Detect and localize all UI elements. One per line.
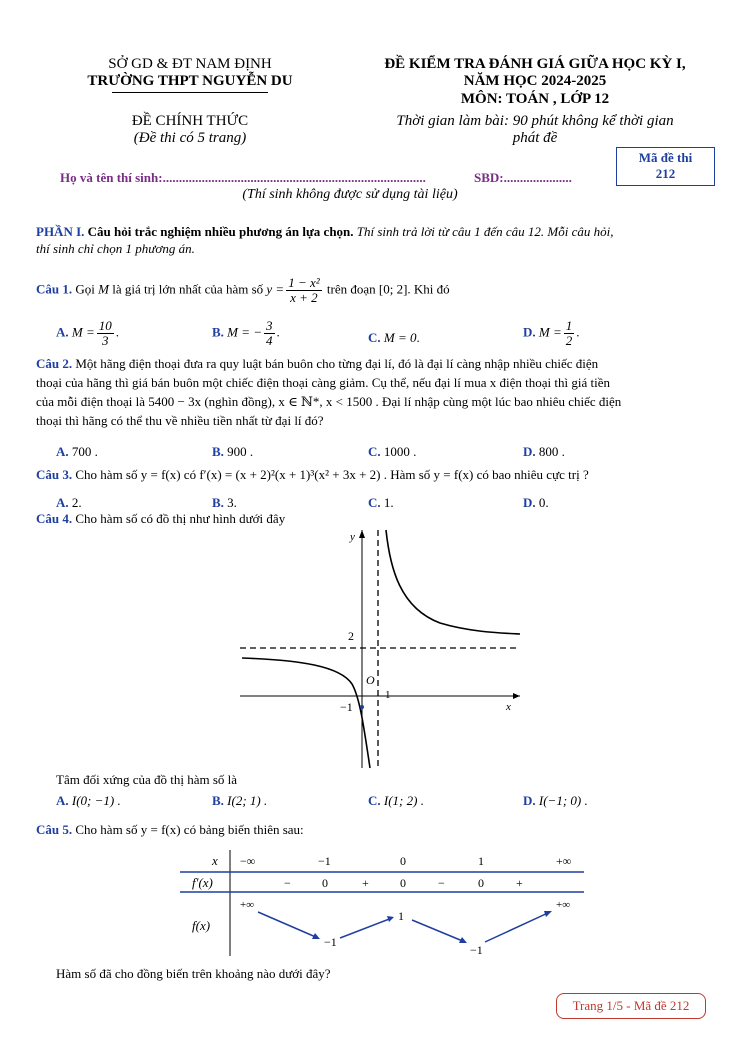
sign: 0: [478, 876, 484, 890]
increase-arrow: [485, 912, 550, 942]
exam-title: ĐỀ KIỂM TRA ĐÁNH GIÁ GIỮA HỌC KỲ I,: [384, 56, 686, 72]
x-val: +∞: [556, 854, 572, 868]
f-val: +∞: [240, 899, 255, 911]
exam-subject: MÔN: TOÁN , LỚP 12: [460, 91, 610, 107]
part1-title-bold: Câu hỏi trắc nghiệm nhiều phương án lựa chọn.: [84, 224, 354, 239]
option-label: A.: [56, 793, 69, 808]
exam-code-value: 212: [655, 166, 676, 181]
q1-option-c[interactable]: [368, 330, 420, 346]
increase-arrow: [340, 918, 392, 938]
decrease-arrow: [258, 912, 318, 938]
y-intercept-point: [360, 705, 364, 709]
q2-line-3: của mỗi điện thoại là 5400 − 3x (nghìn đồng), x ∈ ℕ*, x < 1500 . Đại lí nhập cùng một lúc bao nhiêu chiếc điện: [36, 394, 622, 409]
option-fraction: [564, 319, 575, 348]
x-axis-label: x: [506, 701, 511, 713]
q3-option-c[interactable]: [368, 495, 394, 511]
q4-question: Tâm đối xứng của đồ thị hàm số là: [56, 772, 238, 787]
option-label: C.: [368, 330, 381, 345]
option-label: B.: [212, 495, 224, 510]
sign: 0: [322, 876, 328, 890]
dept-name: SỞ GD & ĐT NAM ĐỊNH: [108, 56, 272, 72]
candidate-sbd-field: SBD:.....................: [474, 170, 572, 185]
option-label: D.: [523, 495, 536, 510]
q2-line-1: Một hãng điện thoại đưa ra quy luật bán buôn cho từng đại lí, đó là đại lí càng nhập nhiều chiếc điện: [72, 356, 599, 371]
header-divider: [112, 92, 268, 93]
sign: +: [362, 876, 369, 890]
option-label: B.: [212, 324, 224, 340]
q1-text-c: trên đoạn: [323, 281, 379, 297]
decrease-arrow: [412, 920, 465, 942]
tick-minus1-label: −1: [340, 700, 353, 714]
option-label: D.: [523, 324, 536, 340]
option-label: A.: [56, 495, 69, 510]
origin-label: O: [366, 673, 375, 687]
option-fraction: [264, 319, 275, 348]
f-val: −1: [470, 943, 483, 957]
x-val: −∞: [240, 854, 256, 868]
option-value: 1.: [380, 495, 394, 510]
part1-instructions-2: thí sinh chỉ chọn 1 phương án.: [36, 241, 195, 256]
q4-label: Câu 4.: [36, 511, 73, 526]
q2-option-b[interactable]: [212, 444, 253, 460]
option-label: A.: [56, 324, 69, 340]
y-axis-label: y: [350, 531, 355, 543]
f-val: −1: [324, 935, 337, 949]
q5-label: Câu 5.: [36, 822, 73, 837]
exam-time-2: phát đề: [512, 130, 558, 146]
question-3: [36, 467, 726, 483]
option-num: 10: [98, 318, 112, 333]
q4-text: Cho hàm số có đồ thị như hình dưới đây: [72, 511, 286, 526]
option-label: B.: [212, 793, 224, 808]
option-label: C.: [368, 444, 381, 459]
q1-text-b: là giá trị lớn nhất của hàm số: [108, 281, 267, 297]
tick-2-label: 2: [348, 629, 354, 643]
x-val: 1: [478, 854, 484, 868]
q1-text-a: Gọi: [72, 281, 99, 297]
option-value: M =: [71, 324, 95, 340]
option-value: 1000 .: [380, 444, 417, 459]
q4-option-b[interactable]: [212, 793, 267, 809]
option-den: 2: [565, 333, 573, 348]
f-val: 1: [398, 909, 404, 923]
tick-1-label: 1: [385, 689, 391, 701]
q2-line-4: thoại thì hãng có thể thu về nhiều tiền nhất từ đại lí đó?: [36, 413, 324, 428]
option-value: M =: [538, 324, 562, 340]
option-label: C.: [368, 495, 381, 510]
option-den: 4: [266, 333, 273, 348]
question-5: [36, 822, 304, 838]
q2-label: Câu 2.: [36, 356, 73, 371]
q4-option-a[interactable]: [56, 793, 121, 809]
sign: 0: [400, 876, 406, 890]
q5-question: Hàm số đã cho đồng biến trên khoảng nào dưới đây?: [56, 966, 331, 981]
q1-text-d: . Khi đó: [407, 281, 450, 297]
official-label: ĐỀ CHÍNH THỨC: [131, 113, 249, 129]
q2-option-a[interactable]: [56, 444, 98, 460]
pages-note: (Đề thi có 5 trang): [133, 130, 247, 146]
option-label: D.: [523, 793, 536, 808]
arrow-head: [544, 911, 552, 917]
y-axis-arrow: [359, 530, 365, 538]
exam-code-label: Mã đề thi: [638, 150, 693, 165]
q1-fx: y =: [266, 281, 285, 297]
q1-option-a[interactable]: [56, 319, 119, 348]
option-post: .: [416, 330, 420, 345]
q3-text: Cho hàm số y = f(x) có f′(x) = (x + 2)²(x + 1)³(x² + 3x + 2) . Hàm số y = f(x) có bao nhiêu cực trị ?: [72, 467, 589, 482]
option-den: 3: [102, 333, 109, 348]
sign: +: [516, 876, 523, 890]
candidate-note: (Thí sinh không được sử dụng tài liệu): [242, 187, 458, 202]
q3-option-d[interactable]: [523, 495, 549, 511]
q3-option-b[interactable]: [212, 495, 237, 511]
option-value: M = −: [227, 324, 263, 340]
row-x-label: x: [212, 853, 218, 868]
exam-code-box: [616, 147, 715, 186]
exam-year: NĂM HỌC 2024-2025: [463, 73, 607, 89]
q1-fraction: [286, 276, 321, 305]
option-value: I(2; 1) .: [223, 793, 268, 808]
option-value: 900 .: [223, 444, 254, 459]
q4-graph: [240, 528, 522, 770]
q1-option-b[interactable]: [212, 319, 280, 348]
question-1: [36, 276, 726, 305]
sign: −: [284, 876, 291, 890]
exam-time: Thời gian làm bài: 90 phút không kể thời gian: [396, 113, 674, 129]
school-name: TRƯỜNG THPT NGUYỄN DU: [87, 73, 293, 89]
option-value: 3.: [223, 495, 237, 510]
q2-line-2: thoại của hãng thì giá bán buôn một chiếc điện thoại càng giảm. Cụ thể, nếu đại lí mua x điện thoại thì giá tiền: [36, 375, 611, 390]
option-value: 700 .: [68, 444, 98, 459]
option-value: I(1; 2) .: [380, 793, 424, 808]
option-num: 1: [565, 318, 573, 333]
right-branch: [386, 530, 520, 634]
sign: −: [438, 876, 445, 890]
page-footer: Trang 1/5 - Mã đề 212: [556, 993, 706, 1019]
option-label: B.: [212, 444, 224, 459]
x-val: −1: [318, 854, 331, 868]
option-fraction: [97, 319, 114, 348]
x-val: 0: [400, 854, 406, 868]
q4-option-c[interactable]: [368, 793, 424, 809]
option-label: A.: [56, 444, 69, 459]
q1-interval: [0; 2]: [378, 281, 408, 297]
option-value: I(0; −1) .: [68, 793, 121, 808]
option-label: C.: [368, 793, 381, 808]
q4-option-d[interactable]: [523, 793, 588, 809]
q1-den: x + 2: [290, 290, 318, 305]
option-post: .: [115, 324, 119, 340]
variation-table: [180, 850, 584, 958]
option-post: .: [276, 324, 280, 340]
q1-option-d[interactable]: [523, 319, 580, 348]
q1-num: 1 − x²: [288, 275, 320, 290]
f-val: +∞: [556, 899, 571, 911]
option-label: D.: [523, 444, 536, 459]
row-f-label: f(x): [192, 918, 211, 933]
q2-option-d[interactable]: [523, 444, 565, 460]
q3-label: Câu 3.: [36, 467, 73, 482]
part1-heading: [36, 223, 716, 257]
q5-text: Cho hàm số y = f(x) có bảng biến thiên sau:: [72, 822, 304, 837]
question-4: [36, 511, 285, 527]
q1-var: M: [98, 281, 109, 297]
q2-option-c[interactable]: [368, 444, 416, 460]
part1-instructions: Thí sinh trả lời từ câu 1 đến câu 12. Mỗi câu hỏi,: [353, 224, 614, 239]
x-axis-arrow: [513, 693, 520, 699]
option-value: 2.: [68, 495, 82, 510]
option-value: M = 0: [383, 330, 417, 345]
option-post: .: [576, 324, 580, 340]
row-fprime-label: f′(x): [192, 875, 213, 890]
part1-title: PHẦN I.: [36, 224, 85, 239]
option-value: 0.: [535, 495, 549, 510]
q3-option-a[interactable]: [56, 495, 82, 511]
option-num: 3: [266, 318, 273, 333]
question-2: [36, 354, 712, 430]
option-value: I(−1; 0) .: [535, 793, 588, 808]
arrow-head: [387, 916, 394, 922]
candidate-name-field: Họ và tên thí sinh:.................................................................................: [60, 170, 426, 185]
option-value: 800 .: [535, 444, 565, 459]
q1-label: Câu 1.: [36, 281, 73, 297]
